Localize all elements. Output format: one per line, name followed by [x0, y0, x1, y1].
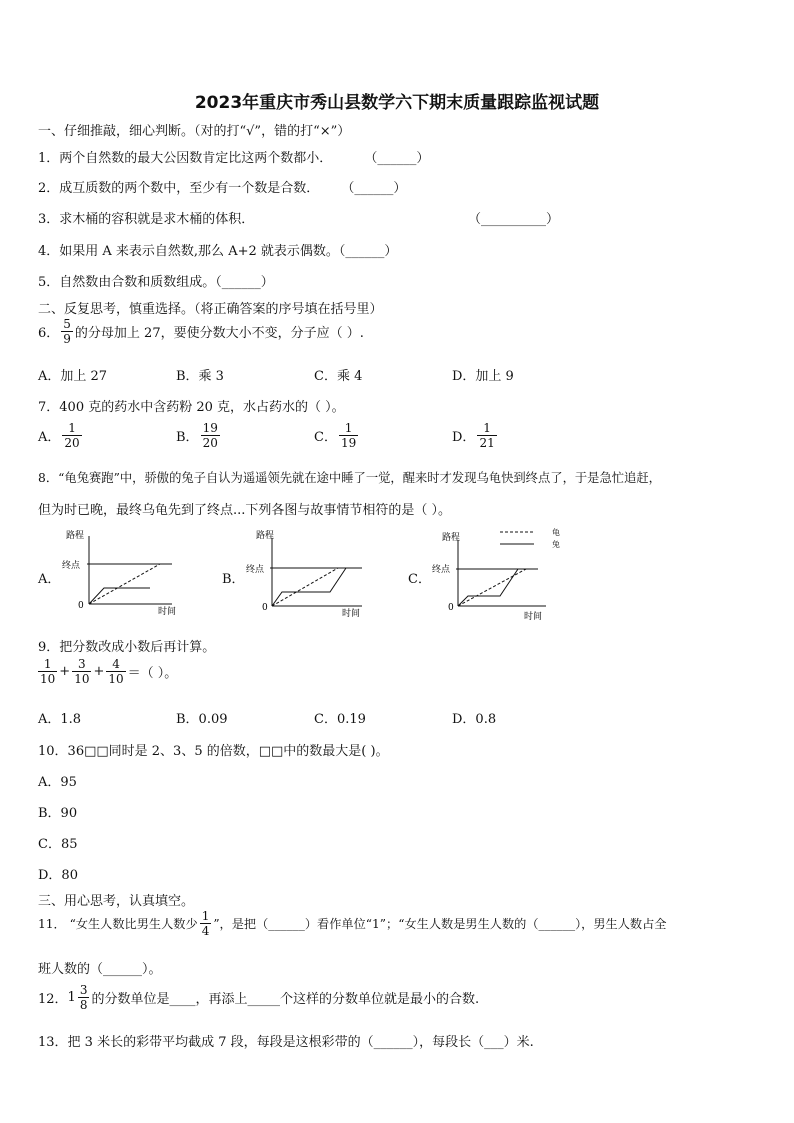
- question-8-line2: 但为时已晚，最终乌龟先到了终点...下列各图与故事情节相符的是（ ）。: [38, 503, 452, 518]
- question-9: 9．把分数改成小数后再计算。: [38, 640, 216, 655]
- q8-option-c-label[interactable]: C．: [408, 572, 431, 587]
- section3-heading: 三、用心思考，认真填空。: [38, 894, 195, 909]
- q7-option-d[interactable]: D． $\frac{1}{21}$: [452, 421, 495, 450]
- question-5: 5．自然数由合数和质数组成。（______）: [38, 275, 274, 290]
- graph-c-finish: 终点: [432, 565, 451, 575]
- q6-option-d[interactable]: D．加上 9: [452, 369, 514, 384]
- section2-heading: 二、反复思考，慎重选择。（将正确答案的序号填在括号里）: [38, 302, 383, 317]
- legend-rabbit: 兔: [552, 540, 560, 549]
- graph-a-finish: 终点: [62, 561, 81, 571]
- question-8-line1: 8．“龟兔赛跑”中，骄傲的兔子自认为遥遥领先就在途中睡了一觉，醒来时才发现乌龟快到终点了，于是急忙追赶，: [38, 471, 661, 485]
- graph-c-ylabel: 路程: [442, 533, 461, 543]
- graph-b-finish: 终点: [246, 565, 265, 575]
- q7-option-b[interactable]: B． $\frac{19}{20}$: [176, 421, 218, 450]
- question-7: 7．400 克的药水中含药粉 20 克，水占药水的（ ）。: [38, 400, 345, 415]
- question-2: 2．成互质数的两个数中，至少有一个数是合数． （______）: [38, 181, 407, 196]
- question-10: 10．36□□同时是 2、3、5 的倍数，□□中的数最大是( )。: [38, 744, 389, 759]
- q7-option-c[interactable]: C． $\frac{1}{19}$: [314, 421, 357, 450]
- question-4: 4．如果用 A 来表示自然数,那么 A+2 就表示偶数。（______）: [38, 244, 398, 259]
- section1-heading: 一、仔细推敲，细心判断。（对的打“√”，错的打“×”）: [38, 124, 351, 139]
- question-11-line2: 班人数的（______）。: [38, 962, 162, 977]
- question-1: 1．两个自然数的最大公因数肯定比这两个数都小． （______）: [38, 151, 430, 166]
- q8-graph-c[interactable]: [428, 526, 578, 624]
- graph-b-ylabel: 路程: [256, 531, 275, 541]
- q7-option-a[interactable]: A． $\frac{1}{20}$: [38, 421, 80, 450]
- q10-option-a[interactable]: A．95: [38, 775, 77, 790]
- graph-a-ylabel: 路程: [66, 531, 85, 541]
- q9-option-d[interactable]: D．0.8: [452, 712, 497, 727]
- question-3: 3．求木桶的容积就是求木桶的体积．: [38, 212, 255, 227]
- page-title: 2023年重庆市秀山县数学六下期末质量跟踪监视试题: [194, 93, 600, 113]
- graph-b-xlabel: 时间: [342, 609, 361, 618]
- question-6: 6． $\frac{5}{9}$ 的分母加上 27，要使分数大小不变，分子应（ ）.: [38, 317, 364, 346]
- q8-graph-a[interactable]: [60, 528, 190, 618]
- q9-expression: $\frac{1}{10}$ + $\frac{3}{10}$ + $\frac{4}{10}$ ＝（ ）。: [40, 657, 178, 686]
- question-13: 13．把 3 米长的彩带平均截成 7 段，每段是这根彩带的（______），每段长（___）米.: [38, 1035, 534, 1050]
- question-11: 11． “女生人数比男生人数少 $\frac{1}{4}$ ”，是把（______）看作单位“1”；“女生人数是男生人数的（______），男生人数占全: [38, 909, 667, 938]
- q6-option-a[interactable]: A．加上 27: [38, 369, 108, 384]
- fraction-5-9: $\frac{5}{9}$: [63, 317, 71, 346]
- q8-option-b-label[interactable]: B．: [222, 572, 245, 587]
- question-3-blank: （__________）: [468, 212, 560, 227]
- q6-option-b[interactable]: B．乘 3: [176, 369, 224, 384]
- q10-option-b[interactable]: B．90: [38, 806, 78, 821]
- graph-a-origin: 0: [78, 601, 84, 611]
- q9-option-c[interactable]: C．0.19: [314, 712, 366, 727]
- q10-option-d[interactable]: D．80: [38, 868, 78, 883]
- q9-option-b[interactable]: B．0.09: [176, 712, 228, 727]
- legend-turtle: 龟: [552, 528, 560, 537]
- graph-b-origin: 0: [262, 603, 268, 613]
- graph-a-xlabel: 时间: [158, 607, 177, 617]
- q9-option-a[interactable]: A．1.8: [38, 712, 82, 727]
- question-12: 12． 1 $\frac{3}{8}$ 的分数单位是____，再添上_____个这样的分数单位就是最小的合数.: [38, 983, 480, 1012]
- q8-graph-b[interactable]: [244, 528, 374, 618]
- q6-option-c[interactable]: C．乘 4: [314, 369, 363, 384]
- q8-option-a-label[interactable]: A．: [38, 572, 61, 587]
- q10-option-c[interactable]: C．85: [38, 837, 78, 852]
- graph-c-xlabel: 时间: [524, 612, 543, 622]
- graph-c-origin: 0: [448, 603, 454, 613]
